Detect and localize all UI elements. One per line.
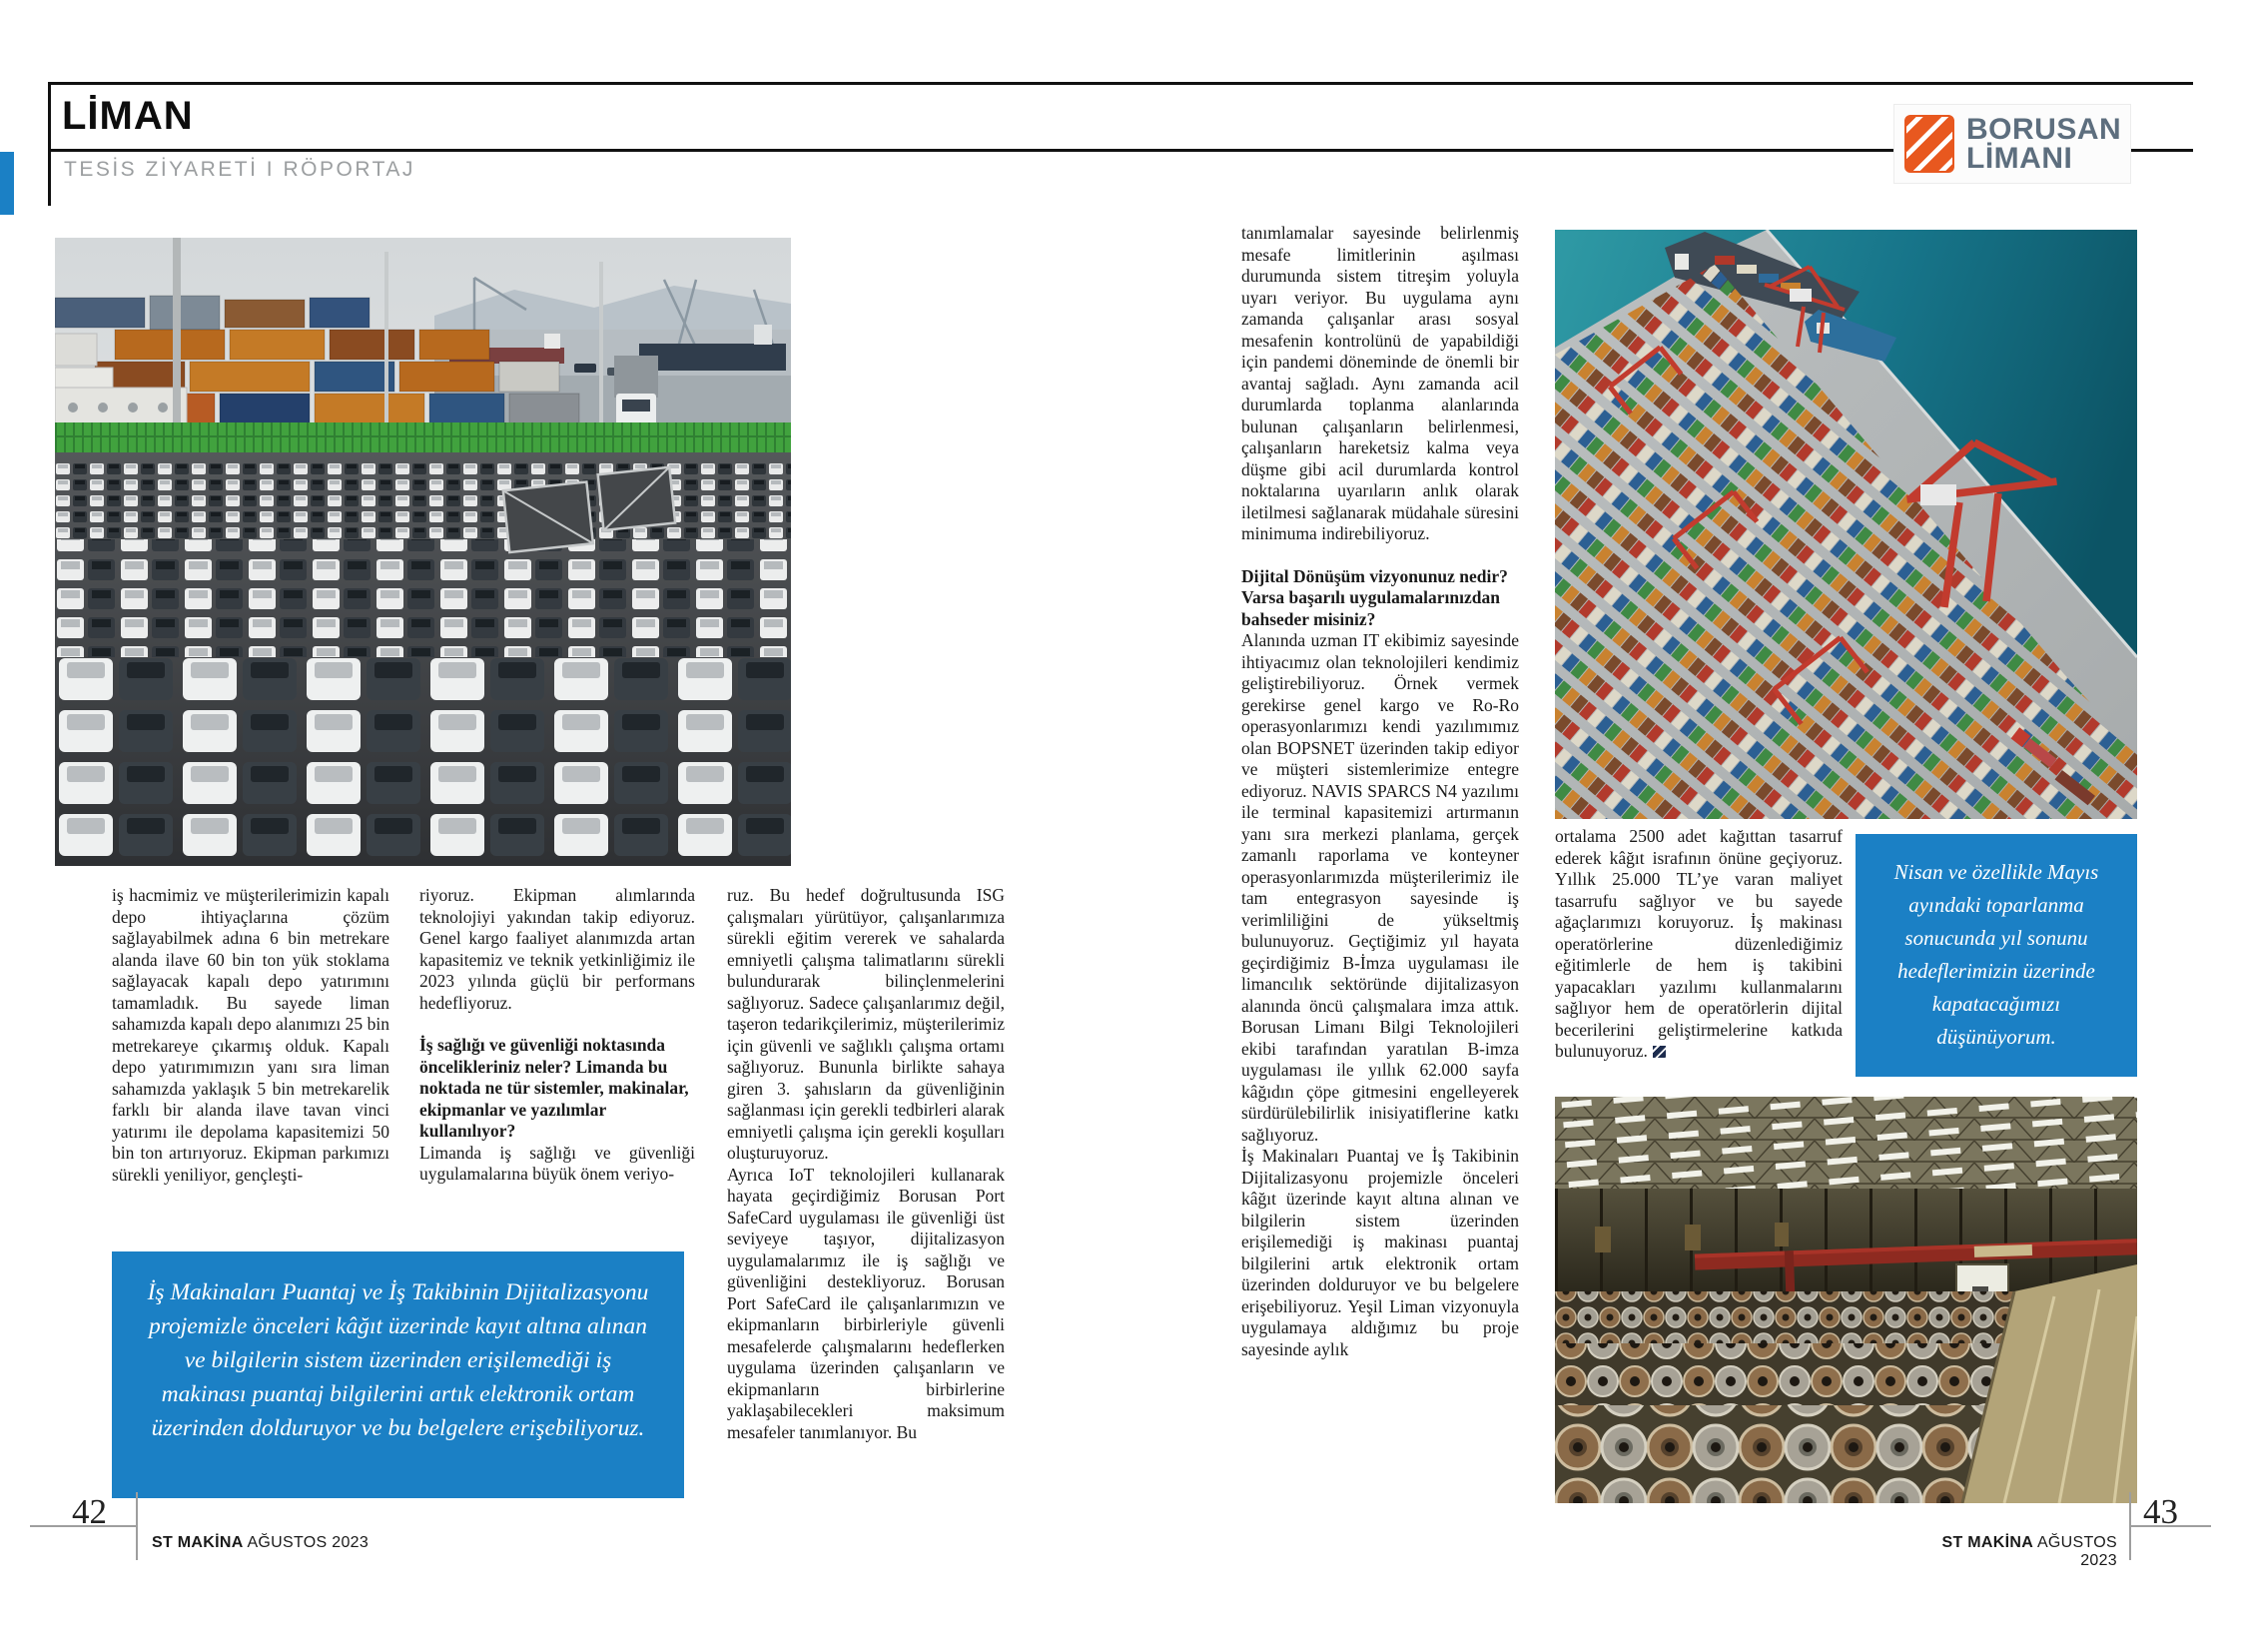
light-pole-3: [599, 262, 603, 423]
section-title: LİMAN: [62, 94, 194, 138]
car-rows-far: [55, 459, 791, 539]
borusan-logo-text: [1966, 115, 2121, 173]
wall-columns: [1555, 1189, 2137, 1292]
right-column-1: [1241, 223, 1519, 1360]
top-rule: [48, 82, 2193, 85]
green-fence: [55, 422, 791, 454]
paragraph: [1555, 826, 1843, 1063]
tugboat: [574, 364, 596, 373]
left-column-3: [727, 885, 1005, 1443]
wall-door-3: [1775, 1223, 1789, 1246]
magazine-issue: AĞUSTOS 2023: [2033, 1534, 2117, 1569]
car-rows-near: [55, 657, 791, 866]
left-column-2: [419, 885, 695, 1186]
article-end-icon: [1653, 1046, 1666, 1058]
container-terminal-photo-svg: [1555, 230, 2137, 819]
ship-hull-dark: [639, 344, 786, 371]
borusan-logo-icon: [1904, 115, 1954, 173]
magazine-issue: AĞUSTOS 2023: [243, 1534, 370, 1551]
magazine-brand: ST MAKİNA: [1941, 1534, 2034, 1551]
page-number-right: 43: [2143, 1492, 2178, 1531]
left-vertical-rule: [48, 82, 51, 206]
borusan-logo: [1893, 104, 2131, 184]
paragraph: İş Makinaları Puantaj ve İş Takibinin Dijitalizasyonu projemizle önceleri kâğıt üzerinde kayıt altına alınan ve bilgilerin sistem üzerinden erişilemediği iş makinası puantaj bilgilerini artık elektronik ortam üzerinden dolduruyor ve bu belgelere erişebiliyoruz. Yeşil Liman vizyonuyla uygulamaya aldığımız bu proje sayesinde aylık: [1241, 1146, 1519, 1359]
ship-bridge: [754, 325, 772, 345]
wall-door-2: [1685, 1225, 1701, 1250]
coil-warehouse-photo-svg: [1555, 1097, 2137, 1503]
logo-line2: LİMANI: [1966, 142, 2073, 175]
right-column-2: [1555, 826, 1843, 1063]
paragraph: tanımlamalar sayesinde belirlenmiş mesafe limitlerinin aşılması durumunda sistem titreşim yoluyla uyarı veriyor. Bu uygulama aynı zamanda çalışanlar arası sosyal mesafenin kontrolünü de yapabildiği için pandemi döneminde de önemli bir avantaj sağladı. Aynı zamanda acil durumlarda toplanma alanlarında bulunan çalışanların belirlenmesi, çalışanların hareketsiz kalma veya düşme gibi acil durumlarda kontrol noktalarına uyarıların anlık olarak iletilmesi sağlanarak müdahale süresini minimuma indirebiliyoruz.: [1241, 223, 1519, 543]
section-color-tab: [0, 152, 14, 215]
magazine-footer-right: [1921, 1534, 2117, 1570]
pull-quote-text: Nisan ve özellikle Mayıs ayındaki toparlanma sonucunda yıl sonunu hedeflerimizin üzerinde kapatacağımızı düşünüyorum.: [1893, 860, 2099, 1049]
logo-line1: BORUSAN: [1966, 113, 2122, 146]
pull-quote-left: [112, 1251, 684, 1498]
paragraph-text: ortalama 2500 adet kağıttan tasarruf ederek kâğıt israfının önüne geçiyoruz. Yıllık 25.000 TL’ye varan maliyet tasarrufu sağlıyor ve bu sayede ağaçlarımızı koruyoruz. İş makinası operatörlerine düzenlediğimiz eğitimlerle de hem iş takibini yapacakları yazılımı kullanmalarını sağlıyor hem de operatörlerin dijital becerilerini geliştirmelerine katkıda bulunuyoruz.: [1555, 826, 1843, 1061]
container-terminal-photo: [1555, 230, 2137, 819]
wall-door: [1595, 1227, 1611, 1252]
coil-warehouse-photo: [1555, 1097, 2137, 1503]
footer-left-vline: [136, 1492, 138, 1560]
car-rows-mid: [55, 539, 791, 657]
question-heading: Dijital Dönüşüm vizyonunuz nedir? Varsa başarılı uygulamalarınızdan bahseder misiniz?: [1241, 565, 1508, 629]
car-terminal-photo-svg: [55, 238, 791, 866]
pull-quote-text: İş Makinaları Puantaj ve İş Takibinin Dijitalizasyonu projemizle önceleri kâğıt üzerinde kayıt altına alınan ve bilgilerin sistem üzerinden erişilemediği iş makinası puantaj bilgilerini artık elektronik ortam üzerinden dolduruyor ve bu belgelere erişebiliyoruz.: [147, 1279, 649, 1441]
roof-lights: [1555, 1097, 2137, 1189]
paragraph: Ayrıca IoT teknolojileri kullanarak hayata geçirdiğimiz Borusan Port SafeCard uygulaması ile güvenliği üst seviyeye taşıyor, dijitalizasyon uygulamalarımız ile iş sağlığı ve güvenliğini destekliyoruz. Borusan Port SafeCard ile çalışanlarımızın ve ekipmanların birbirleriyle güvenli mesafelerde çalışmalarını hedeflerken uygulama üzerinden çalışanların ve ekipmanların birbirlerine yaklaşabilecekleri maksimum mesafeler tanımlanıyor. Bu: [727, 1164, 1005, 1442]
pull-quote-right: [1856, 834, 2137, 1077]
magazine-footer-left: [152, 1534, 369, 1552]
left-column-1: [112, 885, 389, 1186]
section-subtitle: TESİS ZİYARETİ I RÖPORTAJ: [64, 158, 415, 181]
car-terminal-photo: [55, 238, 791, 866]
mid-rule: [48, 149, 2193, 152]
page-number-left: 42: [72, 1492, 107, 1531]
light-pole-2: [384, 252, 388, 425]
question-heading: İş sağlığı ve güvenliği noktasında öncelikleriniz neler? Limanda bu noktada ne tür sistemler, makinalar, ekipmanlar ve yazılımlar kullanılıyor?: [419, 1035, 689, 1141]
paragraph: iş hacmimiz ve müşterilerimizin kapalı depo ihtiyaçlarına çözüm sağlayabilmek adına 6 bin metrekare alanda ilave 60 bin ton yük stoklama sağlayacak kapalı depo yatırımını tamamladık. Bu sayede liman sahamızda kapalı depo alanımızı 25 bin metrekareye çıkarmış olduk. Kapalı depo yatırımımızın yanı sıra liman sahamızda yaklaşık 5 bin metrekarelik farklı bir alanda ilave tavan vinci yatırımı ile depolama kapasitemizi 50 bin ton artırıyoruz. Ekipman parkımızı sürekli yeniliyor, gençleşti-: [112, 885, 389, 1185]
magazine-brand: ST MAKİNA: [152, 1534, 244, 1551]
truck: [614, 356, 658, 429]
paragraph: riyoruz. Ekipman alımlarında teknolojiyi yakından takip ediyoruz. Genel kargo faaliyet alanımızda artan kapasitemiz ve teknik yetkinliğimiz ile 2023 yılında güçlü bir performans hedefliyoruz.: [419, 885, 695, 1013]
paragraph: Alanında uzman IT ekibimiz sayesinde ihtiyacımız olan teknolojileri kendimiz geliştirebiliyoruz. Örnek vermek gerekirse genel kargo ve Ro-Ro operasyonlarımızı kendi yazılımımız olan BOPSNET üzerinden takip ediyor ve müşteri sistemlerimize entegre ediyoruz. NAVIS SPARCS N4 yazılımı ile terminal kapasitemizi artırmanın yanı sıra merkezi planlama, gerçek zamanlı raporlama ve konteyner operasyonlarımızda müşterilerimiz ile tam entegrasyon sayesinde iş verimliliğini de yükseltmiş bulunuyoruz. Geçtiğimiz yıl hayata geçirdiğimiz B-İmza uygulaması ile limancılık sektöründe dijitalizasyon alanında öncü çalışmalara imza attık. Borusan Limanı Bilgi Teknolojileri ekibi tarafından yaratılan B-imza uygulaması ile yıllık 62.000 sayfa kâğıdın çöpe gitmesini engelleyerek sürdürülebilirlik inisiyatiflerine katkı sağlıyoruz.: [1241, 630, 1519, 1145]
paragraph: ruz. Bu hedef doğrultusunda ISG çalışmaları yürütüyor, çalışanlarımıza sürekli eğitim vererek ve sahalarda emniyetli çalışma talimatlarını sürekli bulundurarak bilinçlenmelerini sağlıyoruz. Sadece çalışanlarımız değil, taşeron tedarikçilerimiz, müşterilerimiz için güvenli ve sağlıklı çalışma ortamı sağlıyoruz. Bununla birlikte sahaya giren 3. şahısların da güvenliğinin sağlanması için gerekli tedbirleri alarak emniyetli çalışma için gerekli koşulları oluşturuyoruz.: [727, 885, 1005, 1163]
light-pole: [173, 238, 181, 427]
paragraph: Limanda iş sağlığı ve güvenliği uygulamalarına büyük önem veriyo-: [419, 1142, 695, 1184]
ship-house: [544, 334, 560, 349]
